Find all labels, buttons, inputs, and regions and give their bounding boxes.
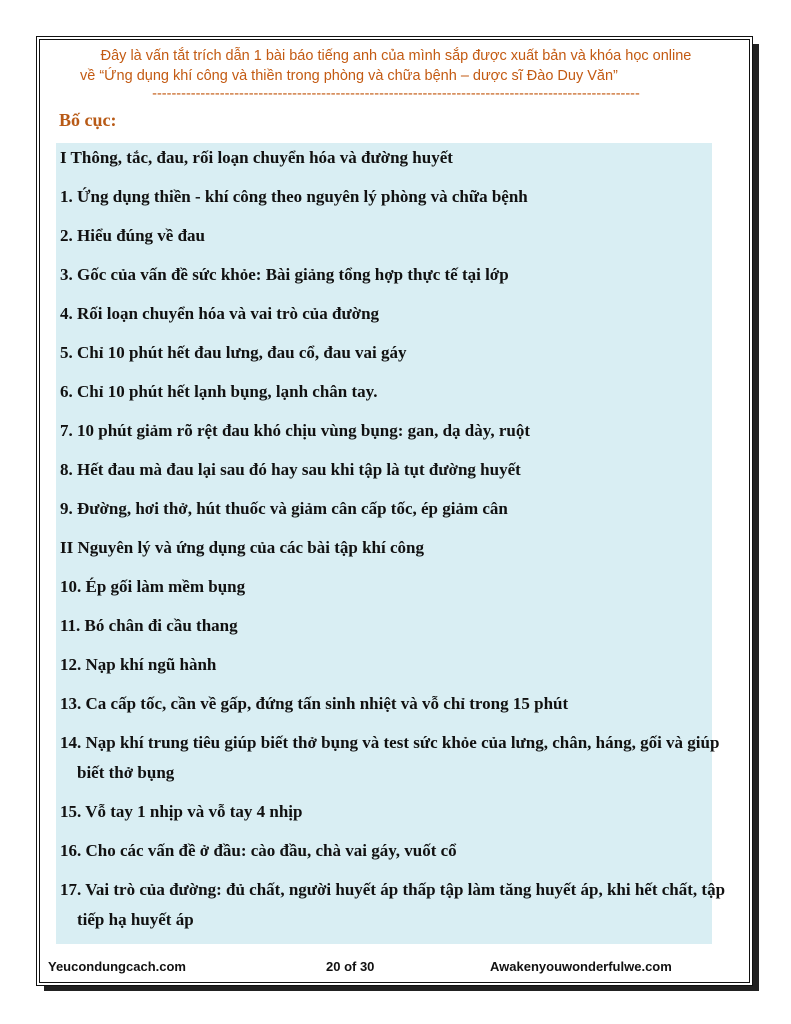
page-header <box>60 46 732 104</box>
toc-item-5: 5. Chỉ 10 phút hết đau lưng, đau cổ, đau vai gáy <box>60 343 407 362</box>
footer-website-left: Yeucondungcach.com <box>48 959 186 974</box>
header-line-1: Đây là vấn tắt trích dẫn 1 bài báo tiếng anh của mình sắp được xuất bản và khóa học online <box>100 48 692 64</box>
toc-item-10: 10. Ép gối làm mềm bụng <box>60 577 246 596</box>
page-border-shadow-right <box>753 44 759 990</box>
toc-item-14: 14. Nạp khí trung tiêu giúp biết thở bụng và test sức khỏe của lưng, chân, háng, gối và giúp biết thở bụng <box>60 733 720 782</box>
page-border-shadow-bottom <box>44 986 759 991</box>
toc-item-13: 13. Ca cấp tốc, cần về gấp, đứng tấn sinh nhiệt và vỗ chỉ trong 15 phút <box>60 694 569 713</box>
toc-item-1: 1. Ứng dụng thiền - khí công theo nguyên lý phòng và chữa bệnh <box>60 187 528 206</box>
outline-heading: Bố cục: <box>59 110 117 130</box>
header-divider: ----------------------------------------------------------------------------------------------------- <box>152 86 640 102</box>
toc-section-2: II Nguyên lý và ứng dụng của các bài tập khí công <box>60 538 424 557</box>
header-line-2: về “Ứng dụng khí công và thiền trong phòng và chữa bệnh – dược sĩ Đào Duy Văn” <box>80 68 618 84</box>
toc-item-8: 8. Hết đau mà đau lại sau đó hay sau khi tập là tụt đường huyết <box>60 460 521 479</box>
toc-item-15: 15. Vỗ tay 1 nhịp và vỗ tay 4 nhịp <box>60 802 303 821</box>
toc-item-2: 2. Hiểu đúng về đau <box>60 226 206 245</box>
page-number: 20 of 30 <box>326 959 375 974</box>
toc-item-7: 7. 10 phút giảm rõ rệt đau khó chịu vùng bụng: gan, dạ dày, ruột <box>60 421 530 440</box>
toc-item-16: 16. Cho các vấn đề ở đầu: cào đầu, chà vai gáy, vuốt cổ <box>60 841 457 860</box>
toc-item-3: 3. Gốc của vấn đề sức khỏe: Bài giảng tổng hợp thực tế tại lớp <box>60 265 509 284</box>
footer-website-right: Awakenyouwonderfulwe.com <box>490 959 672 974</box>
table-of-contents <box>56 143 726 944</box>
toc-item-12: 12. Nạp khí ngũ hành <box>60 655 217 674</box>
toc-item-4: 4. Rối loạn chuyển hóa và vai trò của đường <box>60 304 380 323</box>
toc-item-9: 9. Đường, hơi thở, hút thuốc và giảm cân cấp tốc, ép giảm cân <box>60 499 508 518</box>
toc-item-11: 11. Bó chân đi cầu thang <box>60 616 238 635</box>
toc-item-6: 6. Chỉ 10 phút hết lạnh bụng, lạnh chân tay. <box>60 382 378 401</box>
toc-item-17: 17. Vai trò của đường: đủ chất, người huyết áp thấp tập làm tăng huyết áp, khi hết chất, tập tiếp hạ huyết áp <box>60 880 726 929</box>
toc-section-1: I Thông, tắc, đau, rối loạn chuyển hóa và đường huyết <box>60 148 453 167</box>
